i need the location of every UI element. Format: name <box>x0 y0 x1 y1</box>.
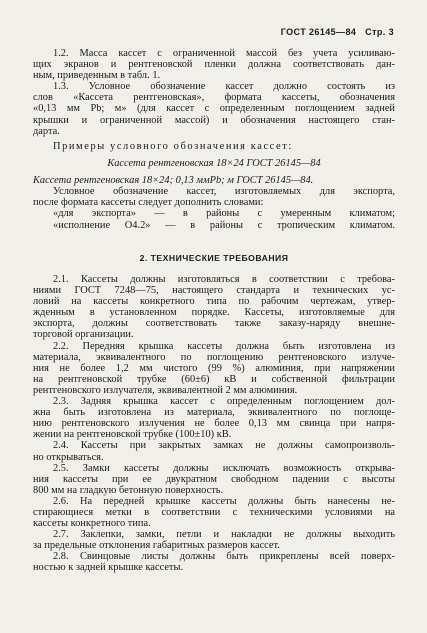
designation-examples <box>33 141 395 231</box>
paragraph-line: за предельные отклонения габаритных размеров кассет. <box>33 540 280 552</box>
paragraph-line: «для экспорта» — в районы с умеренным климатом; <box>53 208 395 220</box>
paragraph-line: нию рентгеновского излучения не более 0,13 мм свинца при напря- <box>33 418 395 430</box>
clauses-1-2-1-3 <box>33 48 395 137</box>
paragraph-line: после формата кассеты следует дополнить словами: <box>33 197 264 209</box>
examples-heading: Примеры условного обозначения кассет: <box>53 141 293 152</box>
paragraph-line: материала, эквивалентного по поглощению рентгеновского излуче- <box>33 351 395 363</box>
paragraph-line: Условное обозначение кассет, изготовляемых для экспорта, <box>53 186 395 198</box>
page-number: 3 <box>388 27 394 37</box>
paragraph-line: стирающиеся метки в соответствии с техническими условиями на <box>33 506 395 518</box>
example-2: Кассета рентгеновская 18×24; 0,13 ммPb; м ГОСТ 26145—84. <box>33 175 314 187</box>
paragraph-line: 2.7. Заклепки, замки, петли и накладки не должны выходить <box>53 529 395 541</box>
paragraph-line: кассеты конкретного типа. <box>33 518 151 530</box>
paragraph-line: 2.1. Кассеты должны изготовляться в соответствии с требова- <box>53 274 395 285</box>
paragraph-line: ниями ГОСТ 7248—75, настоящего стандарта и технических ус- <box>33 285 395 297</box>
paragraph-line: на рентгеновской трубке (60±6) кВ и собственной фильтрации <box>33 373 395 385</box>
paragraph-line: ловий на кассеты конкретного типа по рабочим чертежам, утвер- <box>33 296 395 308</box>
paragraph-line: 1.2. Масса кассет с ограниченной массой без учета усиливаю- <box>53 48 395 59</box>
paragraph-line: жденным в установленном порядке. Кассеты, изготовляемые для <box>33 307 395 319</box>
paragraph-line: дарта. <box>33 125 60 137</box>
paragraph-line: ностью к задней крышке кассеты. <box>33 562 184 574</box>
paragraph-line: 2.8. Свинцовые листы должны быть прикреплены всей поверх- <box>53 551 395 563</box>
paragraph-line: экспорта, должны соответствовать также заказу-наряду внешне- <box>33 318 395 330</box>
paragraph-line: «исполнение О4.2» — в районы с тропическим климатом. <box>53 219 395 231</box>
standard-number: ГОСТ 26145—84 <box>280 27 357 37</box>
paragraph-line: ным, приведенным в табл. 1. <box>33 70 161 82</box>
paragraph-line: 2.2. Передняя крышка кассеты должна быть изготовлена из <box>53 340 395 352</box>
paragraph-line: 2.5. Замки кассеты должны исключать возможность открыва- <box>53 462 395 474</box>
paragraph-line: жении на рентгеновской трубке (100±10) кВ. <box>33 429 232 441</box>
paragraph-line: 2.3. Задняя крышка кассет с определенным поглощением дол- <box>53 396 395 408</box>
paragraph-line: крышки и ограниченной массой) и обозначения настоящего стан- <box>33 114 395 126</box>
page-label: Стр. <box>365 27 386 37</box>
running-header <box>281 27 394 37</box>
paragraph-line: но открываться. <box>33 451 104 463</box>
paragraph-line: 1.3. Условное обозначение кассет должно состоять из <box>53 81 395 93</box>
paragraph-line: ния кассеты при ее двукратном свободном падении с высоты <box>33 473 395 485</box>
paragraph-line: 800 мм на гладкую бетонную поверхность. <box>33 484 224 496</box>
paragraph-line: «0,13 мм Pb; м» (для кассет с определенным поглощением задней <box>33 103 395 115</box>
paragraph-line: жна быть изготовлена из материала, эквивалентного по поглоще- <box>33 407 395 419</box>
paragraph-line: 2.6. На передней крышке кассеты должны быть нанесены не- <box>53 495 395 507</box>
paragraph-line: торговой организации. <box>33 329 134 341</box>
paragraph-line: щих экранов и рентгеновской пленки должна соответствовать дан- <box>33 59 395 71</box>
paragraph-line: слов «Кассета рентгеновская», формата кассеты, обозначения <box>33 92 395 104</box>
paragraph-line: ния не более 1,2 мм чистого (99 %) алюминия, при напряжении <box>33 362 395 374</box>
section-title: 2. ТЕХНИЧЕСКИЕ ТРЕБОВАНИЯ <box>139 253 289 263</box>
section-2-body <box>33 274 395 574</box>
paragraph-line: рентгеновского излучателя, эквивалентной 2 мм алюминия. <box>33 384 298 396</box>
paragraph-line: 2.4. Кассеты при закрытых замках не должны самопроизволь- <box>53 440 395 452</box>
example-1: Кассета рентгеновская 18×24 ГОСТ 26145—84 <box>107 158 321 170</box>
